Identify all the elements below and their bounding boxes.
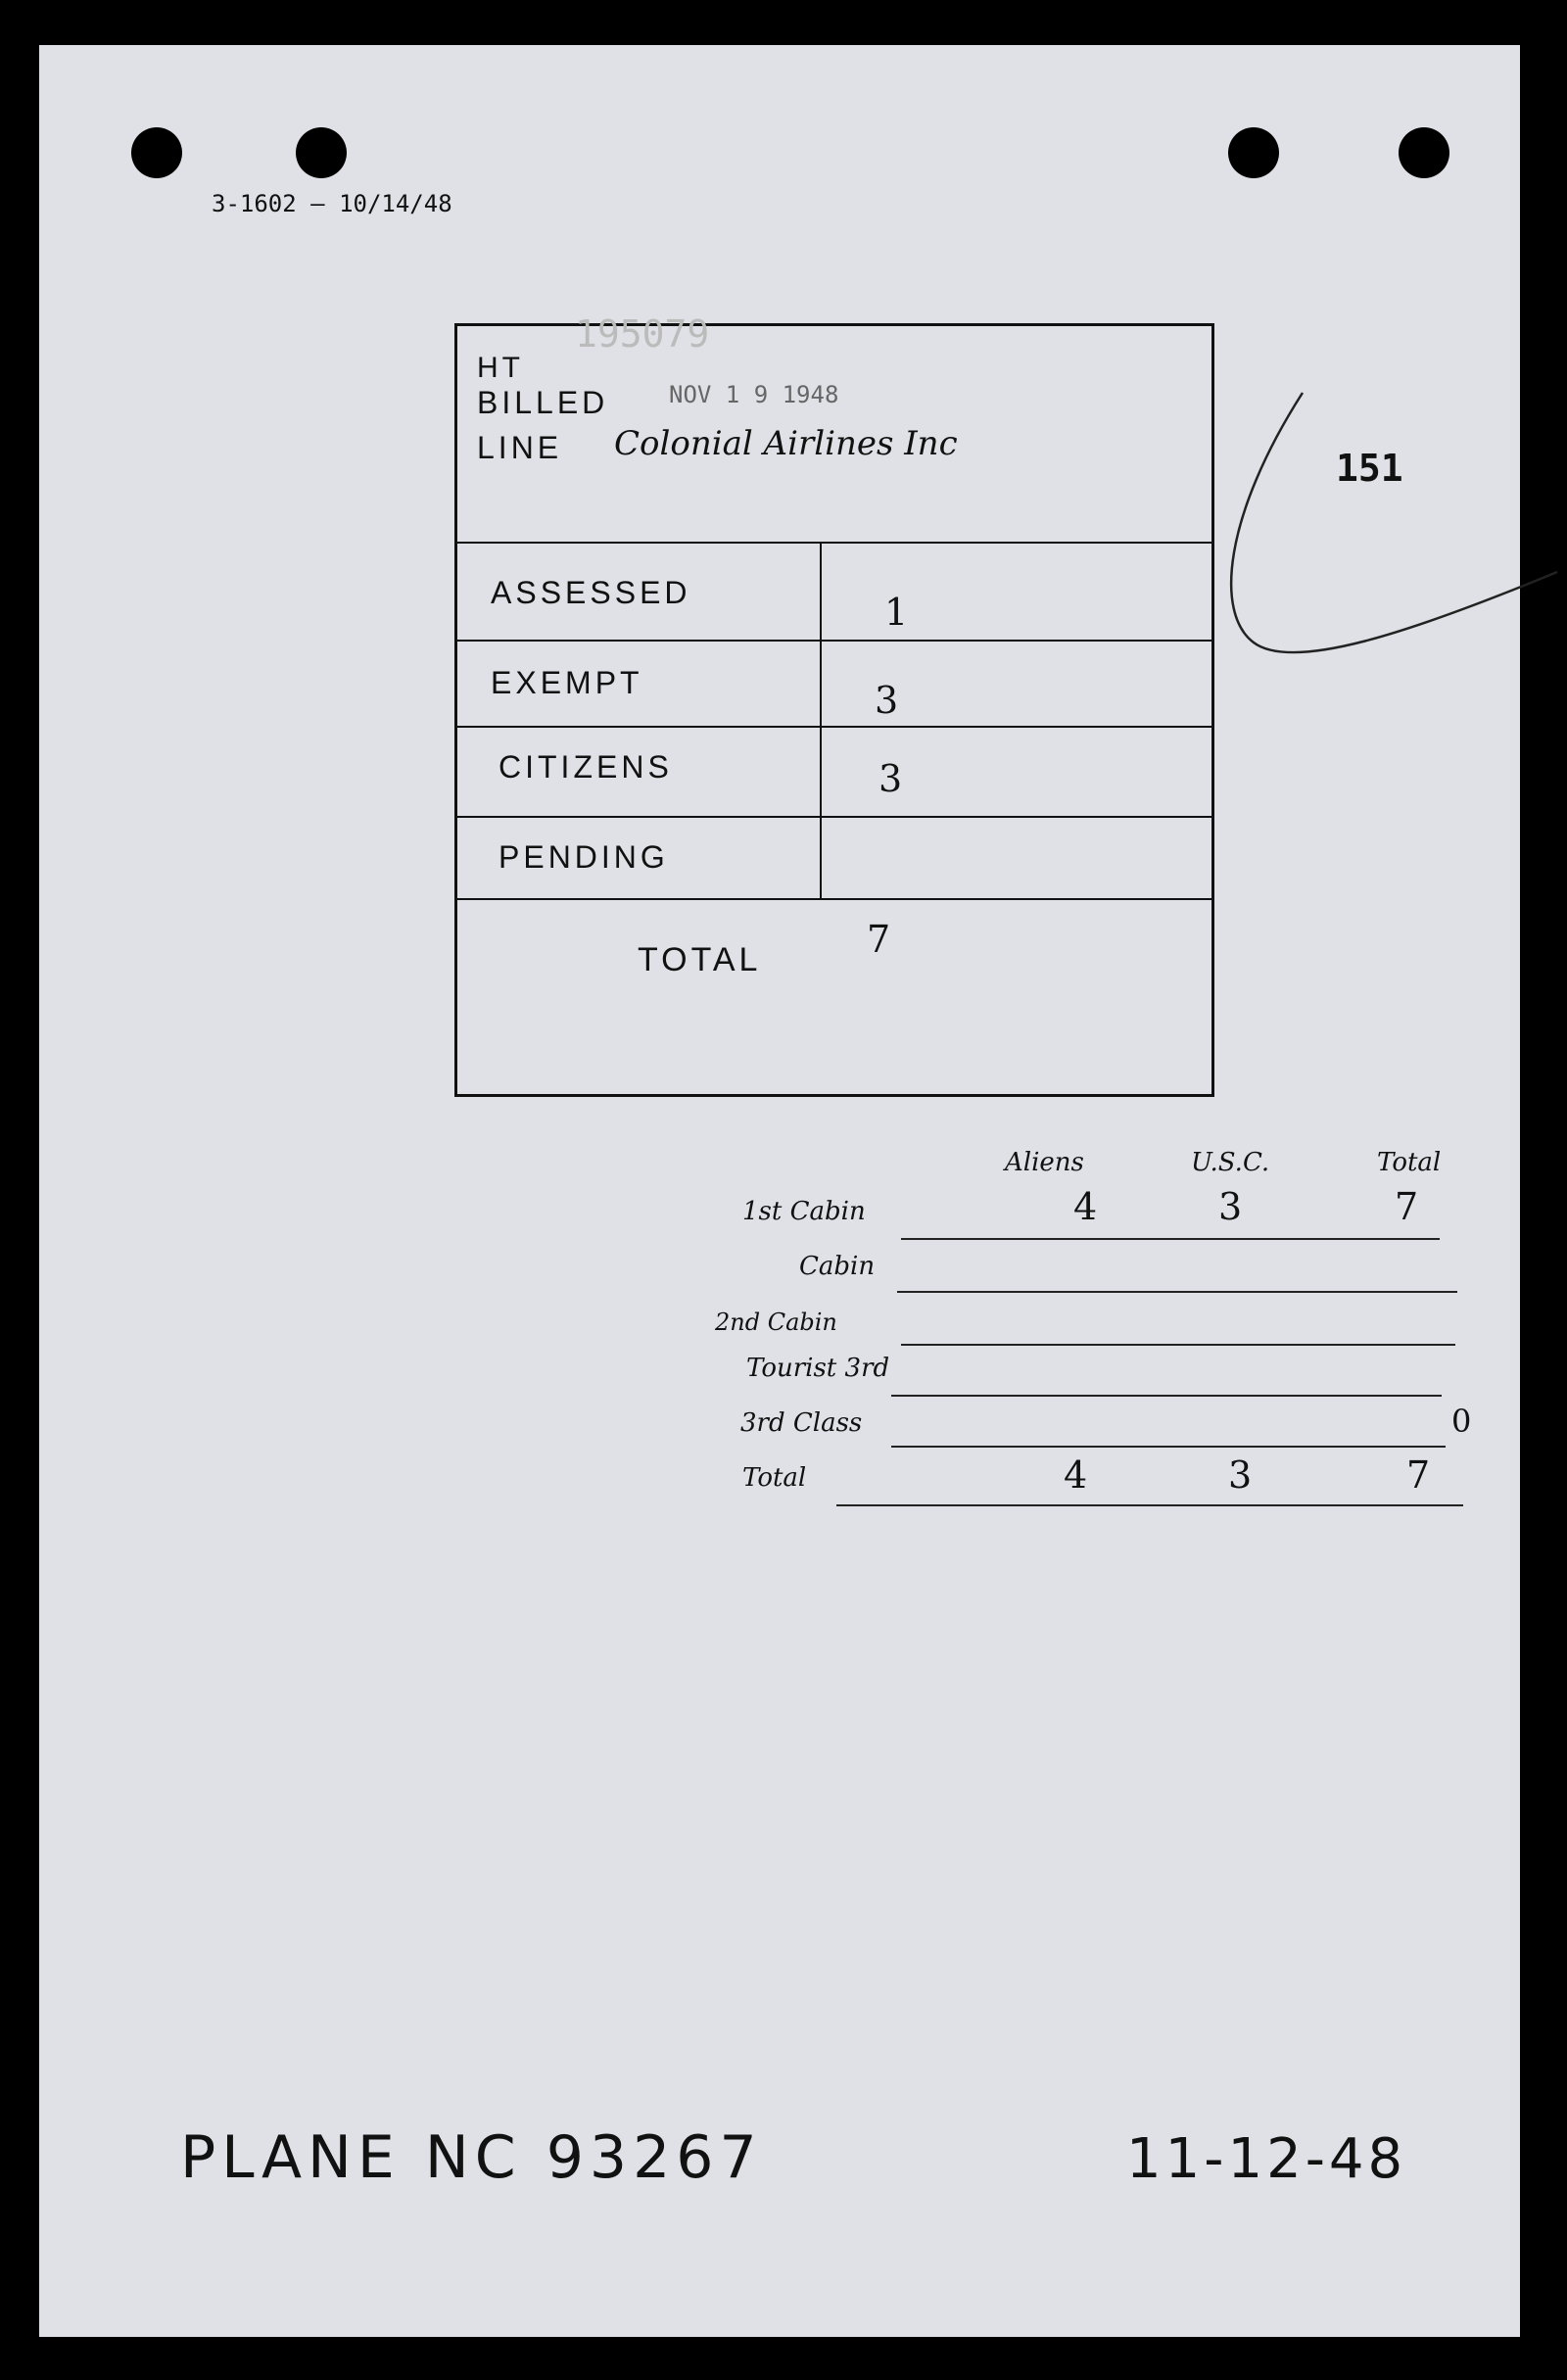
row-usc: 3 — [1228, 1453, 1253, 1497]
row-total: 7 — [1406, 1453, 1431, 1497]
billed-label: BILLED — [477, 385, 609, 420]
stamp-number: 195079 — [575, 312, 710, 356]
punch-hole — [131, 127, 182, 178]
divider — [457, 898, 1211, 900]
row-rule — [836, 1504, 1463, 1506]
citizens-value: 3 — [878, 757, 903, 800]
divider — [457, 640, 1211, 642]
row-rule — [901, 1238, 1440, 1240]
document-page — [39, 45, 1520, 2337]
punch-hole — [1228, 127, 1279, 178]
row-aliens: 4 — [1073, 1185, 1098, 1228]
page-number: 151 — [1336, 447, 1403, 490]
plane-number: PLANE NC 93267 — [180, 2123, 763, 2192]
row-rule — [901, 1344, 1455, 1346]
row-label: 3rd Class — [740, 1408, 863, 1438]
footer-date: 11-12-48 — [1126, 2127, 1407, 2191]
row-label: 2nd Cabin — [715, 1309, 837, 1336]
row-usc: 3 — [1218, 1185, 1243, 1228]
form-code-number: 3-1602 — [212, 190, 297, 217]
header-total: Total — [1377, 1148, 1442, 1177]
assessed-label: ASSESSED — [491, 575, 691, 610]
billed-date-stamp: NOV 1 9 1948 — [669, 381, 839, 408]
form-code-dash: — — [310, 190, 340, 217]
row-aliens: 4 — [1064, 1453, 1088, 1497]
form-code — [212, 190, 452, 217]
row-label: Total — [742, 1463, 807, 1493]
citizens-label: CITIZENS — [499, 749, 673, 785]
form-date: 10/14/48 — [339, 190, 452, 217]
divider — [457, 542, 1211, 544]
total-value: 7 — [867, 918, 891, 961]
assessment-box — [454, 312, 1214, 1097]
exempt-value: 3 — [875, 679, 899, 722]
exempt-label: EXEMPT — [491, 665, 643, 700]
row-total: 7 — [1395, 1185, 1419, 1228]
header-usc: U.S.C. — [1191, 1148, 1270, 1177]
pending-label: PENDING — [499, 839, 669, 875]
divider — [457, 816, 1211, 818]
row-label: Cabin — [799, 1252, 876, 1281]
row-label: 1st Cabin — [742, 1197, 866, 1226]
row-rule — [897, 1291, 1457, 1293]
row-rule — [891, 1446, 1446, 1448]
row-total: 0 — [1451, 1403, 1472, 1440]
row-label: Tourist 3rd — [746, 1354, 890, 1383]
divider — [457, 726, 1211, 728]
row-rule — [891, 1395, 1442, 1397]
assessed-value: 1 — [884, 591, 909, 634]
divider — [820, 542, 822, 898]
line-value: Colonial Airlines Inc — [614, 424, 958, 463]
punch-hole — [296, 127, 347, 178]
punch-hole — [1399, 127, 1449, 178]
check-mark-icon — [1156, 339, 1567, 711]
total-label: TOTAL — [638, 941, 762, 978]
ht-label: HT — [477, 352, 524, 384]
line-label: LINE — [477, 430, 563, 465]
header-aliens: Aliens — [1005, 1148, 1084, 1177]
